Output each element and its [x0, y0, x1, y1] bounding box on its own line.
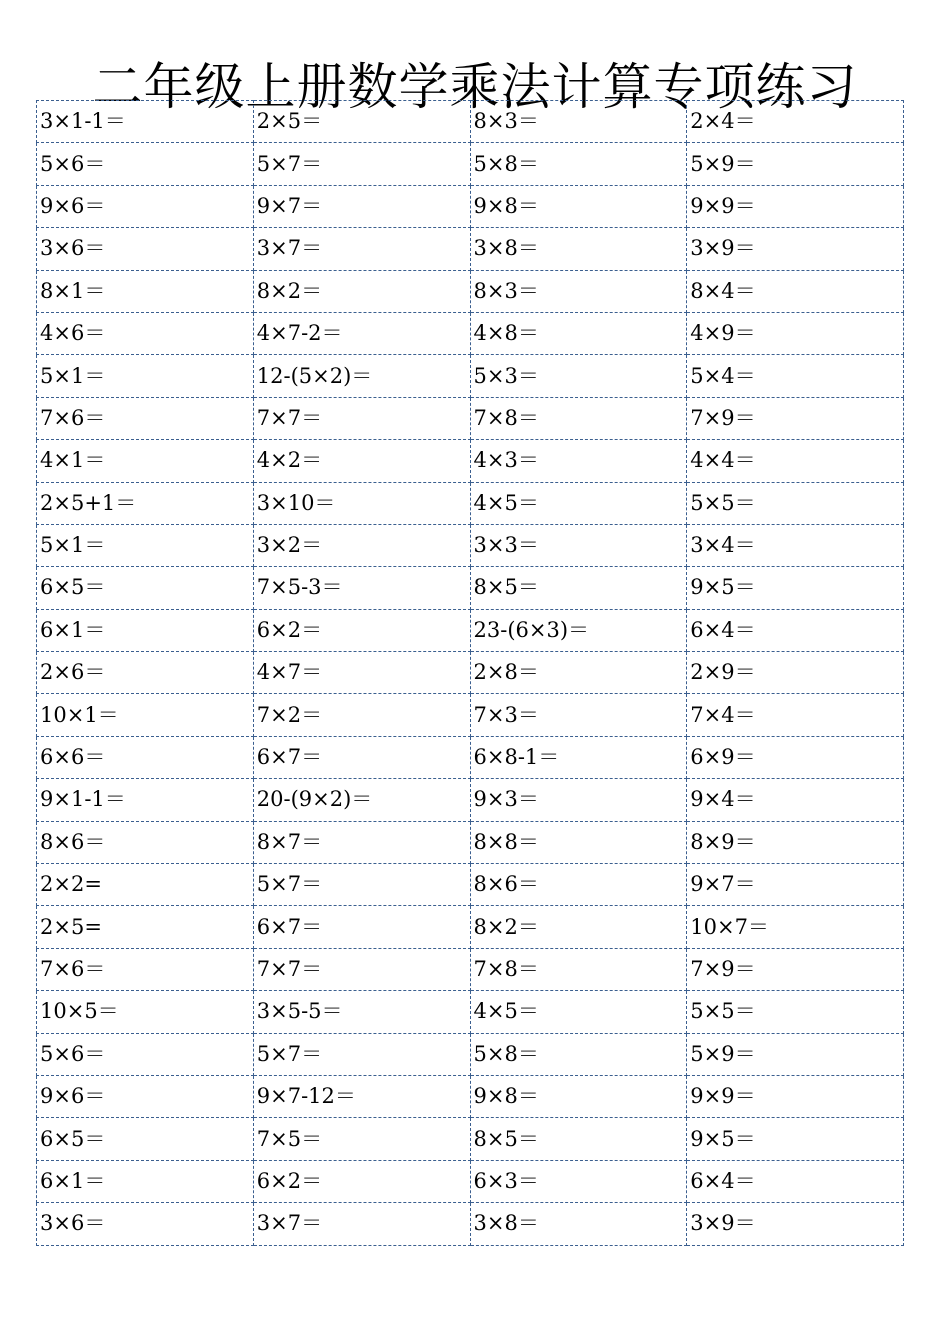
problem-cell: 9×7-12＝: [253, 1075, 470, 1117]
table-row: [37, 1203, 904, 1245]
problem-cell: 4×5＝: [470, 482, 687, 524]
problem-cell: 7×6＝: [37, 948, 254, 990]
problem-cell: 5×6＝: [37, 143, 254, 185]
table-row: [37, 779, 904, 821]
problem-cell: 2×9＝: [687, 652, 904, 694]
problem-cell: 3×8＝: [470, 1203, 687, 1245]
problem-cell: 3×1-1＝: [37, 101, 254, 143]
table-row: [37, 736, 904, 778]
problem-cell: 5×6＝: [37, 1033, 254, 1075]
problem-cell: 9×1-1＝: [37, 779, 254, 821]
table-row: [37, 1033, 904, 1075]
problem-cell: 4×6＝: [37, 312, 254, 354]
problem-cell: 5×8＝: [470, 1033, 687, 1075]
exercise-table: [36, 100, 904, 1246]
problem-cell: 8×6＝: [470, 864, 687, 906]
problem-cell: 2×6＝: [37, 652, 254, 694]
problem-cell: 20-(9×2)＝: [253, 779, 470, 821]
problem-cell: 8×1＝: [37, 270, 254, 312]
problem-cell: 5×9＝: [687, 1033, 904, 1075]
table-row: [37, 270, 904, 312]
problem-cell: 9×7＝: [253, 185, 470, 227]
problem-cell: 6×1＝: [37, 609, 254, 651]
table-row: [37, 864, 904, 906]
table-row: [37, 948, 904, 990]
problem-cell: 8×5＝: [470, 567, 687, 609]
problem-cell: 3×5-5＝: [253, 991, 470, 1033]
problem-cell: 8×3＝: [470, 101, 687, 143]
problem-cell: 5×9＝: [687, 143, 904, 185]
problem-cell: 4×2＝: [253, 440, 470, 482]
table-row: [37, 440, 904, 482]
table-row: [37, 482, 904, 524]
problem-cell: 10×1＝: [37, 694, 254, 736]
problem-cell: 7×2＝: [253, 694, 470, 736]
problem-cell: 9×8＝: [470, 1075, 687, 1117]
problem-cell: 5×8＝: [470, 143, 687, 185]
problem-cell: 8×8＝: [470, 821, 687, 863]
problem-cell: 7×9＝: [687, 948, 904, 990]
table-row: [37, 355, 904, 397]
problem-cell: 4×3＝: [470, 440, 687, 482]
problem-cell: 7×7＝: [253, 397, 470, 439]
problem-cell: 6×3＝: [470, 1160, 687, 1202]
problem-cell: 9×4＝: [687, 779, 904, 821]
problem-cell: 4×1＝: [37, 440, 254, 482]
problem-cell: 5×7＝: [253, 1033, 470, 1075]
problem-cell: 5×4＝: [687, 355, 904, 397]
problem-cell: 7×5-3＝: [253, 567, 470, 609]
problem-cell: 4×4＝: [687, 440, 904, 482]
problem-cell: 9×7＝: [687, 864, 904, 906]
problem-cell: 7×6＝: [37, 397, 254, 439]
table-row: [37, 101, 904, 143]
problem-cell: 6×1＝: [37, 1160, 254, 1202]
problem-cell: 6×9＝: [687, 736, 904, 778]
table-row: [37, 524, 904, 566]
problem-cell: 6×5＝: [37, 1118, 254, 1160]
table-row: [37, 312, 904, 354]
problem-cell: 6×5＝: [37, 567, 254, 609]
problem-cell: 5×1＝: [37, 355, 254, 397]
problem-cell: 5×5＝: [687, 482, 904, 524]
problem-cell: 5×3＝: [470, 355, 687, 397]
problem-cell: 2×8＝: [470, 652, 687, 694]
problem-cell: 2×5＝: [253, 101, 470, 143]
problem-cell: 5×1＝: [37, 524, 254, 566]
problem-cell: 4×9＝: [687, 312, 904, 354]
problem-cell: 4×8＝: [470, 312, 687, 354]
problem-cell: 5×7＝: [253, 143, 470, 185]
problem-cell: 8×2＝: [470, 906, 687, 948]
table-row: [37, 397, 904, 439]
table-row: [37, 991, 904, 1033]
problem-cell: 6×2＝: [253, 1160, 470, 1202]
problem-cell: 3×9＝: [687, 228, 904, 270]
problem-cell: 3×6＝: [37, 1203, 254, 1245]
problem-cell: 7×8＝: [470, 397, 687, 439]
problem-cell: 4×7＝: [253, 652, 470, 694]
table-row: [37, 185, 904, 227]
problem-cell: 7×8＝: [470, 948, 687, 990]
problem-cell: 3×7＝: [253, 228, 470, 270]
problem-cell: 5×5＝: [687, 991, 904, 1033]
problem-cell: 3×3＝: [470, 524, 687, 566]
problem-cell: 3×9＝: [687, 1203, 904, 1245]
problem-cell: 3×2＝: [253, 524, 470, 566]
problem-cell: 9×6＝: [37, 185, 254, 227]
table-row: [37, 567, 904, 609]
table-row: [37, 1118, 904, 1160]
problem-cell: 10×5＝: [37, 991, 254, 1033]
problem-cell: 23-(6×3)＝: [470, 609, 687, 651]
problem-cell: 7×5＝: [253, 1118, 470, 1160]
problem-cell: 9×8＝: [470, 185, 687, 227]
problem-cell: 8×7＝: [253, 821, 470, 863]
problem-cell: 2×5=: [37, 906, 254, 948]
table-row: [37, 652, 904, 694]
table-row: [37, 609, 904, 651]
problem-cell: 6×2＝: [253, 609, 470, 651]
problem-cell: 3×10＝: [253, 482, 470, 524]
problem-cell: 12-(5×2)＝: [253, 355, 470, 397]
problem-cell: 2×4＝: [687, 101, 904, 143]
table-row: [37, 143, 904, 185]
problem-cell: 9×6＝: [37, 1075, 254, 1117]
table-row: [37, 1075, 904, 1117]
problem-cell: 9×5＝: [687, 567, 904, 609]
problem-cell: 8×3＝: [470, 270, 687, 312]
problem-cell: 9×3＝: [470, 779, 687, 821]
problem-cell: 8×5＝: [470, 1118, 687, 1160]
table-row: [37, 1160, 904, 1202]
table-row: [37, 906, 904, 948]
problem-cell: 6×4＝: [687, 1160, 904, 1202]
page-title: 二年级上册数学乘法计算专项练习: [92, 57, 858, 116]
exercise-table-body: [37, 101, 904, 1246]
table-row: [37, 694, 904, 736]
problem-cell: 8×9＝: [687, 821, 904, 863]
table-row: [37, 821, 904, 863]
problem-cell: 3×4＝: [687, 524, 904, 566]
problem-cell: 4×7-2＝: [253, 312, 470, 354]
problem-cell: 6×4＝: [687, 609, 904, 651]
problem-cell: 9×5＝: [687, 1118, 904, 1160]
problem-cell: 7×7＝: [253, 948, 470, 990]
problem-cell: 5×7＝: [253, 864, 470, 906]
problem-cell: 10×7＝: [687, 906, 904, 948]
problem-cell: 3×6＝: [37, 228, 254, 270]
problem-cell: 7×4＝: [687, 694, 904, 736]
problem-cell: 8×4＝: [687, 270, 904, 312]
problem-cell: 2×5+1＝: [37, 482, 254, 524]
problem-cell: 3×7＝: [253, 1203, 470, 1245]
problem-cell: 8×6＝: [37, 821, 254, 863]
problem-cell: 6×6＝: [37, 736, 254, 778]
problem-cell: 7×3＝: [470, 694, 687, 736]
problem-cell: 6×8-1＝: [470, 736, 687, 778]
problem-cell: 9×9＝: [687, 185, 904, 227]
problem-cell: 6×7＝: [253, 736, 470, 778]
problem-cell: 2×2=: [37, 864, 254, 906]
problem-cell: 9×9＝: [687, 1075, 904, 1117]
problem-cell: 7×9＝: [687, 397, 904, 439]
problem-cell: 6×7＝: [253, 906, 470, 948]
problem-cell: 4×5＝: [470, 991, 687, 1033]
problem-cell: 3×8＝: [470, 228, 687, 270]
table-row: [37, 228, 904, 270]
problem-cell: 8×2＝: [253, 270, 470, 312]
